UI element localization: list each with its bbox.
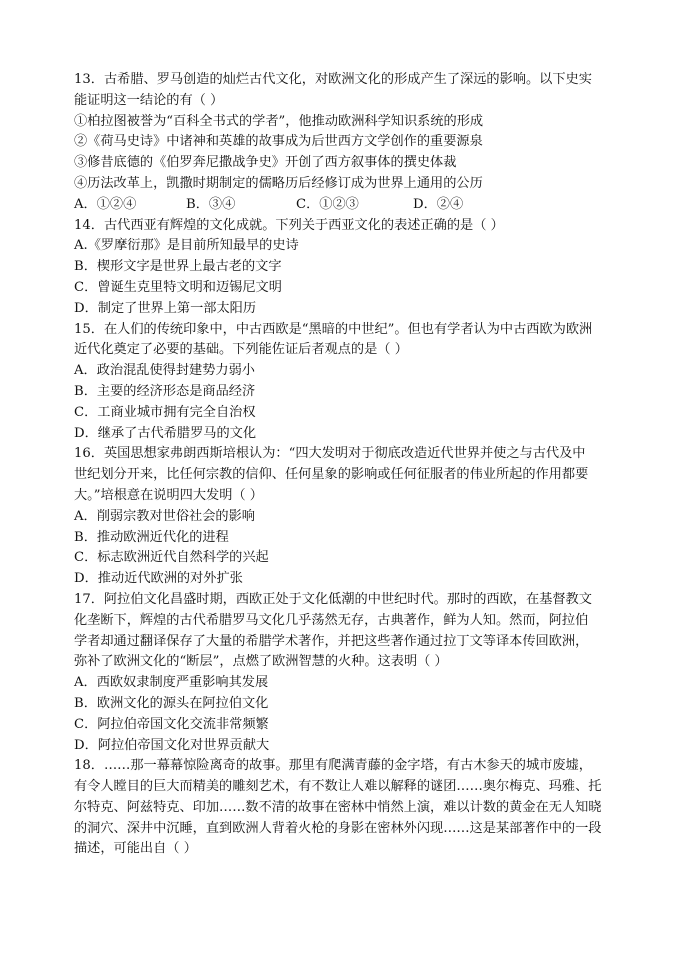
option-c: C．工商业城市拥有完全自治权 [74, 404, 256, 420]
option-d: D．阿拉伯帝国文化对世界贡献大 [74, 737, 270, 753]
option-d: D．制定了世界上第一部太阳历 [74, 300, 257, 316]
question-stem-line: 能证明这一结论的有（ ） [74, 92, 224, 108]
question-14 [74, 216, 622, 320]
option-d: D．推动近代欧洲的对外扩张 [74, 571, 243, 587]
question-17 [74, 590, 622, 756]
question-stem-line: 13．古希腊、罗马创造的灿烂古代文化，对欧洲文化的形成产生了深远的影响。以下史实 [74, 72, 592, 87]
statement-3: ③修昔底德的《伯罗奔尼撒战争史》开创了西方叙事体的撰史体裁 [74, 155, 457, 171]
statement-4: ④历法改革上，凯撒时期制定的儒略历后经修订成为世界上通用的公历 [74, 175, 483, 191]
option-b: B．欧洲文化的源头在阿拉伯文化 [74, 695, 269, 711]
option-b: B．③④ [186, 196, 236, 212]
question-stem-line: 近代化奠定了必要的基础。下列能佐证后者观点的是（ ） [74, 342, 408, 358]
question-stem-line: 化垄断下，辉煌的古代希腊罗马文化几乎荡然无存，古典著作，鲜为人知。然而，阿拉伯 [74, 612, 589, 628]
question-stem-line: 大。”培根意在说明四大发明（ ） [74, 487, 263, 503]
statement-2: ②《荷马史诗》中诸神和英雄的故事成为后世西方文学创作的重要源泉 [74, 134, 483, 150]
question-stem-line: 16．英国思想家弗朗西斯培根认为：“四大发明对于彻底改造近代世界并使之与古代及中 [74, 446, 586, 462]
option-c: C．①②③ [296, 196, 359, 212]
option-b: B．主要的经济形态是商品经济 [74, 383, 256, 399]
question-stem-line: 17．阿拉伯文化昌盛时期，西欧正处于文化低潮的中世纪时代。那时的西欧，在基督教文 [74, 591, 592, 607]
option-d: D．继承了古代希腊罗马的文化 [74, 425, 257, 441]
question-stem-line: 世纪划分开来，比任何宗教的信仰、任何星象的影响或任何征服者的伟业所起的作用都要 [74, 467, 589, 483]
option-a: A．削弱宗教对世俗社会的影响 [74, 508, 255, 524]
question-stem-line: 描述，可能出自（ ） [74, 841, 197, 857]
option-d: D．②④ [413, 196, 464, 212]
question-list [74, 70, 622, 860]
option-b: B．楔形文字是世界上最古老的文字 [74, 259, 282, 275]
question-stem-line: 弥补了欧洲文化的“断层”，点燃了欧洲智慧的火种。这表明（ ） [74, 654, 448, 670]
question-stem-line: 尔特克、阿兹特克、印加……数不清的故事在密林中悄然上演，难以计数的黄金在无人知晓 [74, 799, 602, 815]
question-13 [74, 70, 622, 216]
question-18 [74, 756, 622, 860]
option-c: C．标志欧洲近代自然科学的兴起 [74, 550, 269, 566]
option-a: A．西欧奴隶制度严重影响其发展 [74, 675, 269, 691]
options-row [74, 195, 622, 216]
question-16 [74, 444, 622, 590]
question-stem-line: 的洞穴、深井中沉睡，直到欧洲人背着火枪的身影在密林外闪现……这是某部著作中的一段 [74, 820, 602, 836]
question-stem-line: 15．在人们的传统印象中，中古西欧是“黑暗的中世纪”。但也有学者认为中古西欧为欧洲 [74, 321, 593, 337]
question-stem-line: 14．古代西亚有辉煌的文化成就。下列关于西亚文化的表述正确的是（ ） [74, 217, 504, 233]
option-a: A．政治混乱使得封建势力弱小 [74, 363, 255, 379]
question-stem-line: 有令人瞠目的巨大而精美的雕刻艺术，有不数让人难以解释的谜团……奥尔梅克、玛雅、托 [74, 779, 602, 795]
question-stem-line: 18．……那一幕幕惊险离奇的故事。那里有爬满青藤的金字塔，有古木参天的城市废墟， [74, 758, 592, 774]
statement-1: ①柏拉图被誉为“百科全书式的学者”，他推动欧洲科学知识系统的形成 [74, 113, 484, 129]
option-a: A．①②④ [74, 196, 137, 212]
option-a: A.《罗摩衍那》是目前所知最早的史诗 [74, 238, 299, 254]
question-stem-line: 学者却通过翻译保存了大量的希腊学术著作，并把这些著作通过拉丁文等译本传回欧洲， [74, 633, 589, 649]
option-c: C．曾诞生克里特文明和迈锡尼文明 [74, 279, 282, 295]
option-b: B．推动欧洲近代化的进程 [74, 529, 229, 545]
question-15 [74, 320, 622, 445]
option-c: C．阿拉伯帝国文化交流非常频繁 [74, 716, 269, 732]
